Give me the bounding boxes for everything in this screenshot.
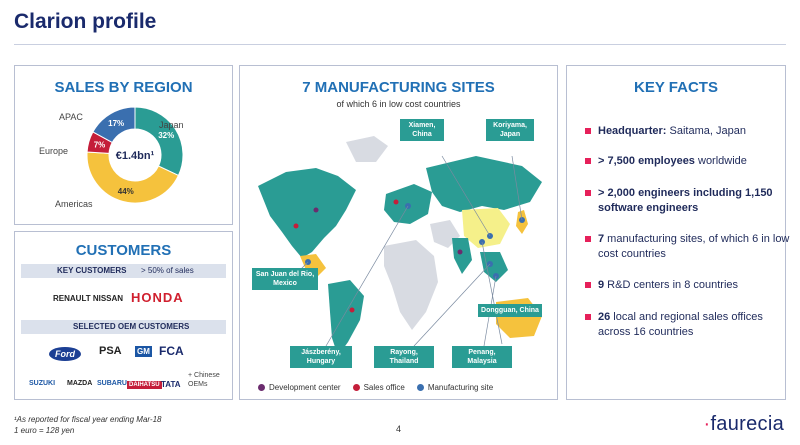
key-fact-text: [598, 186, 794, 216]
marker-europe-sales: [394, 200, 399, 205]
key-facts-panel: [566, 65, 790, 400]
psa-logo: PSA: [99, 345, 122, 357]
key-fact-text: [598, 232, 794, 262]
legend-sales: [353, 383, 405, 392]
donut-label-japan: 32%: [158, 131, 175, 141]
site-xiamen: Xiamen, China: [400, 119, 444, 141]
site-san-juan: San Juan del Rio, Mexico: [252, 268, 318, 290]
legend-manufacturing: [417, 383, 493, 392]
ford-logo: Ford: [49, 347, 81, 361]
key-fact-bold: Headquarter:: [598, 125, 667, 137]
sales-dot-icon: [353, 384, 360, 391]
key-customers-label: KEY CUSTOMERS: [57, 266, 127, 275]
title-divider: [14, 44, 786, 45]
sales-heading: SALES BY REGION: [54, 79, 193, 96]
key-fact-rest: local and regional sales offices across 16 countries: [598, 311, 763, 338]
marker-usa-sales: [294, 224, 299, 229]
footnote: [14, 414, 161, 436]
donut-center-total: €1.4bn¹: [115, 150, 155, 162]
key-fact-rest: manufacturing sites, of which 6 in low cost countries: [598, 233, 790, 260]
legend-development: [258, 383, 341, 392]
key-customers-bar: [21, 264, 226, 278]
legend-development-label: Development center: [269, 383, 341, 392]
fca-logo: FCA: [159, 344, 184, 358]
site-dongguan: Dongguan, China: [478, 304, 542, 317]
map-legend: [258, 383, 493, 392]
brand-name: faurecia: [710, 413, 784, 435]
bullet-square-icon: [585, 314, 591, 320]
key-fact-text: [598, 154, 794, 169]
subaru-logo: SUBARU: [97, 380, 127, 387]
key-fact-bold: 7: [598, 233, 605, 245]
manufacturing-sites-panel: [239, 65, 558, 400]
brand-dot-icon: ·: [703, 413, 711, 435]
oem-customers-bar: [21, 320, 226, 334]
donut-label-apac: 17%: [108, 119, 125, 129]
mfg-subheading: of which 6 in low cost countries: [336, 99, 461, 109]
renault-nissan-logo: RENAULT NISSAN: [53, 294, 124, 303]
marker-usa-dev: [314, 208, 319, 213]
tata-logo: TATA: [161, 380, 181, 389]
sales-by-region-panel: [14, 65, 233, 225]
world-map: [246, 106, 552, 376]
russia-asia-shape: [426, 156, 542, 212]
faurecia-logo: [703, 413, 784, 436]
bullet-square-icon: [585, 282, 591, 288]
development-dot-icon: [258, 384, 265, 391]
sales-donut-chart: [15, 102, 234, 222]
mazda-logo: MAZDA: [67, 380, 93, 387]
key-fact-bold: > 2,000 engineers including 1,150 software engineers: [598, 187, 773, 214]
key-fact-bold: 9: [598, 279, 605, 291]
key-customers-note: > 50% of sales: [141, 266, 194, 275]
suzuki-logo: SUZUKI: [29, 380, 56, 387]
page-number: 4: [396, 424, 402, 434]
customers-panel: [14, 231, 233, 400]
greenland-shape: [346, 136, 388, 162]
bullet-square-icon: [585, 236, 591, 242]
mfg-heading: 7 MANUFACTURING SITES: [302, 79, 495, 96]
legend-sales-label: Sales office: [363, 383, 405, 392]
manufacturing-dot-icon: [417, 384, 424, 391]
label-americas: Americas: [55, 199, 93, 209]
facts-heading: KEY FACTS: [634, 79, 718, 96]
key-fact-rest: Saitama, Japan: [666, 125, 746, 137]
gm-logo: GM: [137, 347, 150, 356]
donut-label-americas: 44%: [117, 186, 134, 196]
key-fact-rest: worldwide: [694, 155, 747, 167]
bullet-square-icon: [585, 158, 591, 164]
key-fact-text: [598, 310, 794, 340]
donut-slice-japan: [135, 107, 183, 175]
label-apac: APAC: [59, 112, 83, 122]
donut-label-europe: 7%: [93, 140, 106, 150]
india-shape: [452, 238, 472, 274]
key-fact-text: [598, 278, 794, 293]
bullet-square-icon: [585, 128, 591, 134]
key-fact-bold: 26: [598, 311, 611, 323]
footnote-line-1: ¹As reported for fiscal year ending Mar-18: [14, 415, 162, 424]
footnote-line-2: 1 euro = 128 yen: [14, 426, 75, 435]
honda-logo: HONDA: [131, 290, 184, 305]
chinese-oems-note: + Chinese OEMs: [188, 372, 220, 388]
page-title: Clarion profile: [14, 10, 157, 33]
north-america-shape: [258, 168, 356, 258]
marker-india-dev: [458, 250, 463, 255]
marker-brazil-sales: [350, 308, 355, 313]
bullet-square-icon: [585, 190, 591, 196]
site-penang: Penang, Malaysia: [452, 346, 512, 368]
key-fact-text: [598, 124, 794, 139]
daihatsu-logo: DAIHATSU: [129, 382, 160, 388]
site-rayong: Rayong, Thailand: [374, 346, 434, 368]
oem-customers-label: SELECTED OEM CUSTOMERS: [73, 322, 190, 331]
label-japan: Japan: [159, 120, 184, 130]
china-shape: [462, 208, 510, 248]
label-europe: Europe: [39, 146, 69, 156]
site-jaszbereny: Jászberény, Hungary: [290, 346, 352, 368]
south-america-shape: [328, 280, 364, 356]
site-koriyama: Koriyama, Japan: [486, 119, 534, 141]
legend-manufacturing-label: Manufacturing site: [427, 383, 494, 392]
key-fact-rest: R&D centers in 8 countries: [604, 279, 739, 291]
customers-heading: CUSTOMERS: [75, 242, 172, 259]
africa-shape: [384, 240, 438, 330]
key-fact-bold: > 7,500 employees: [598, 155, 695, 167]
